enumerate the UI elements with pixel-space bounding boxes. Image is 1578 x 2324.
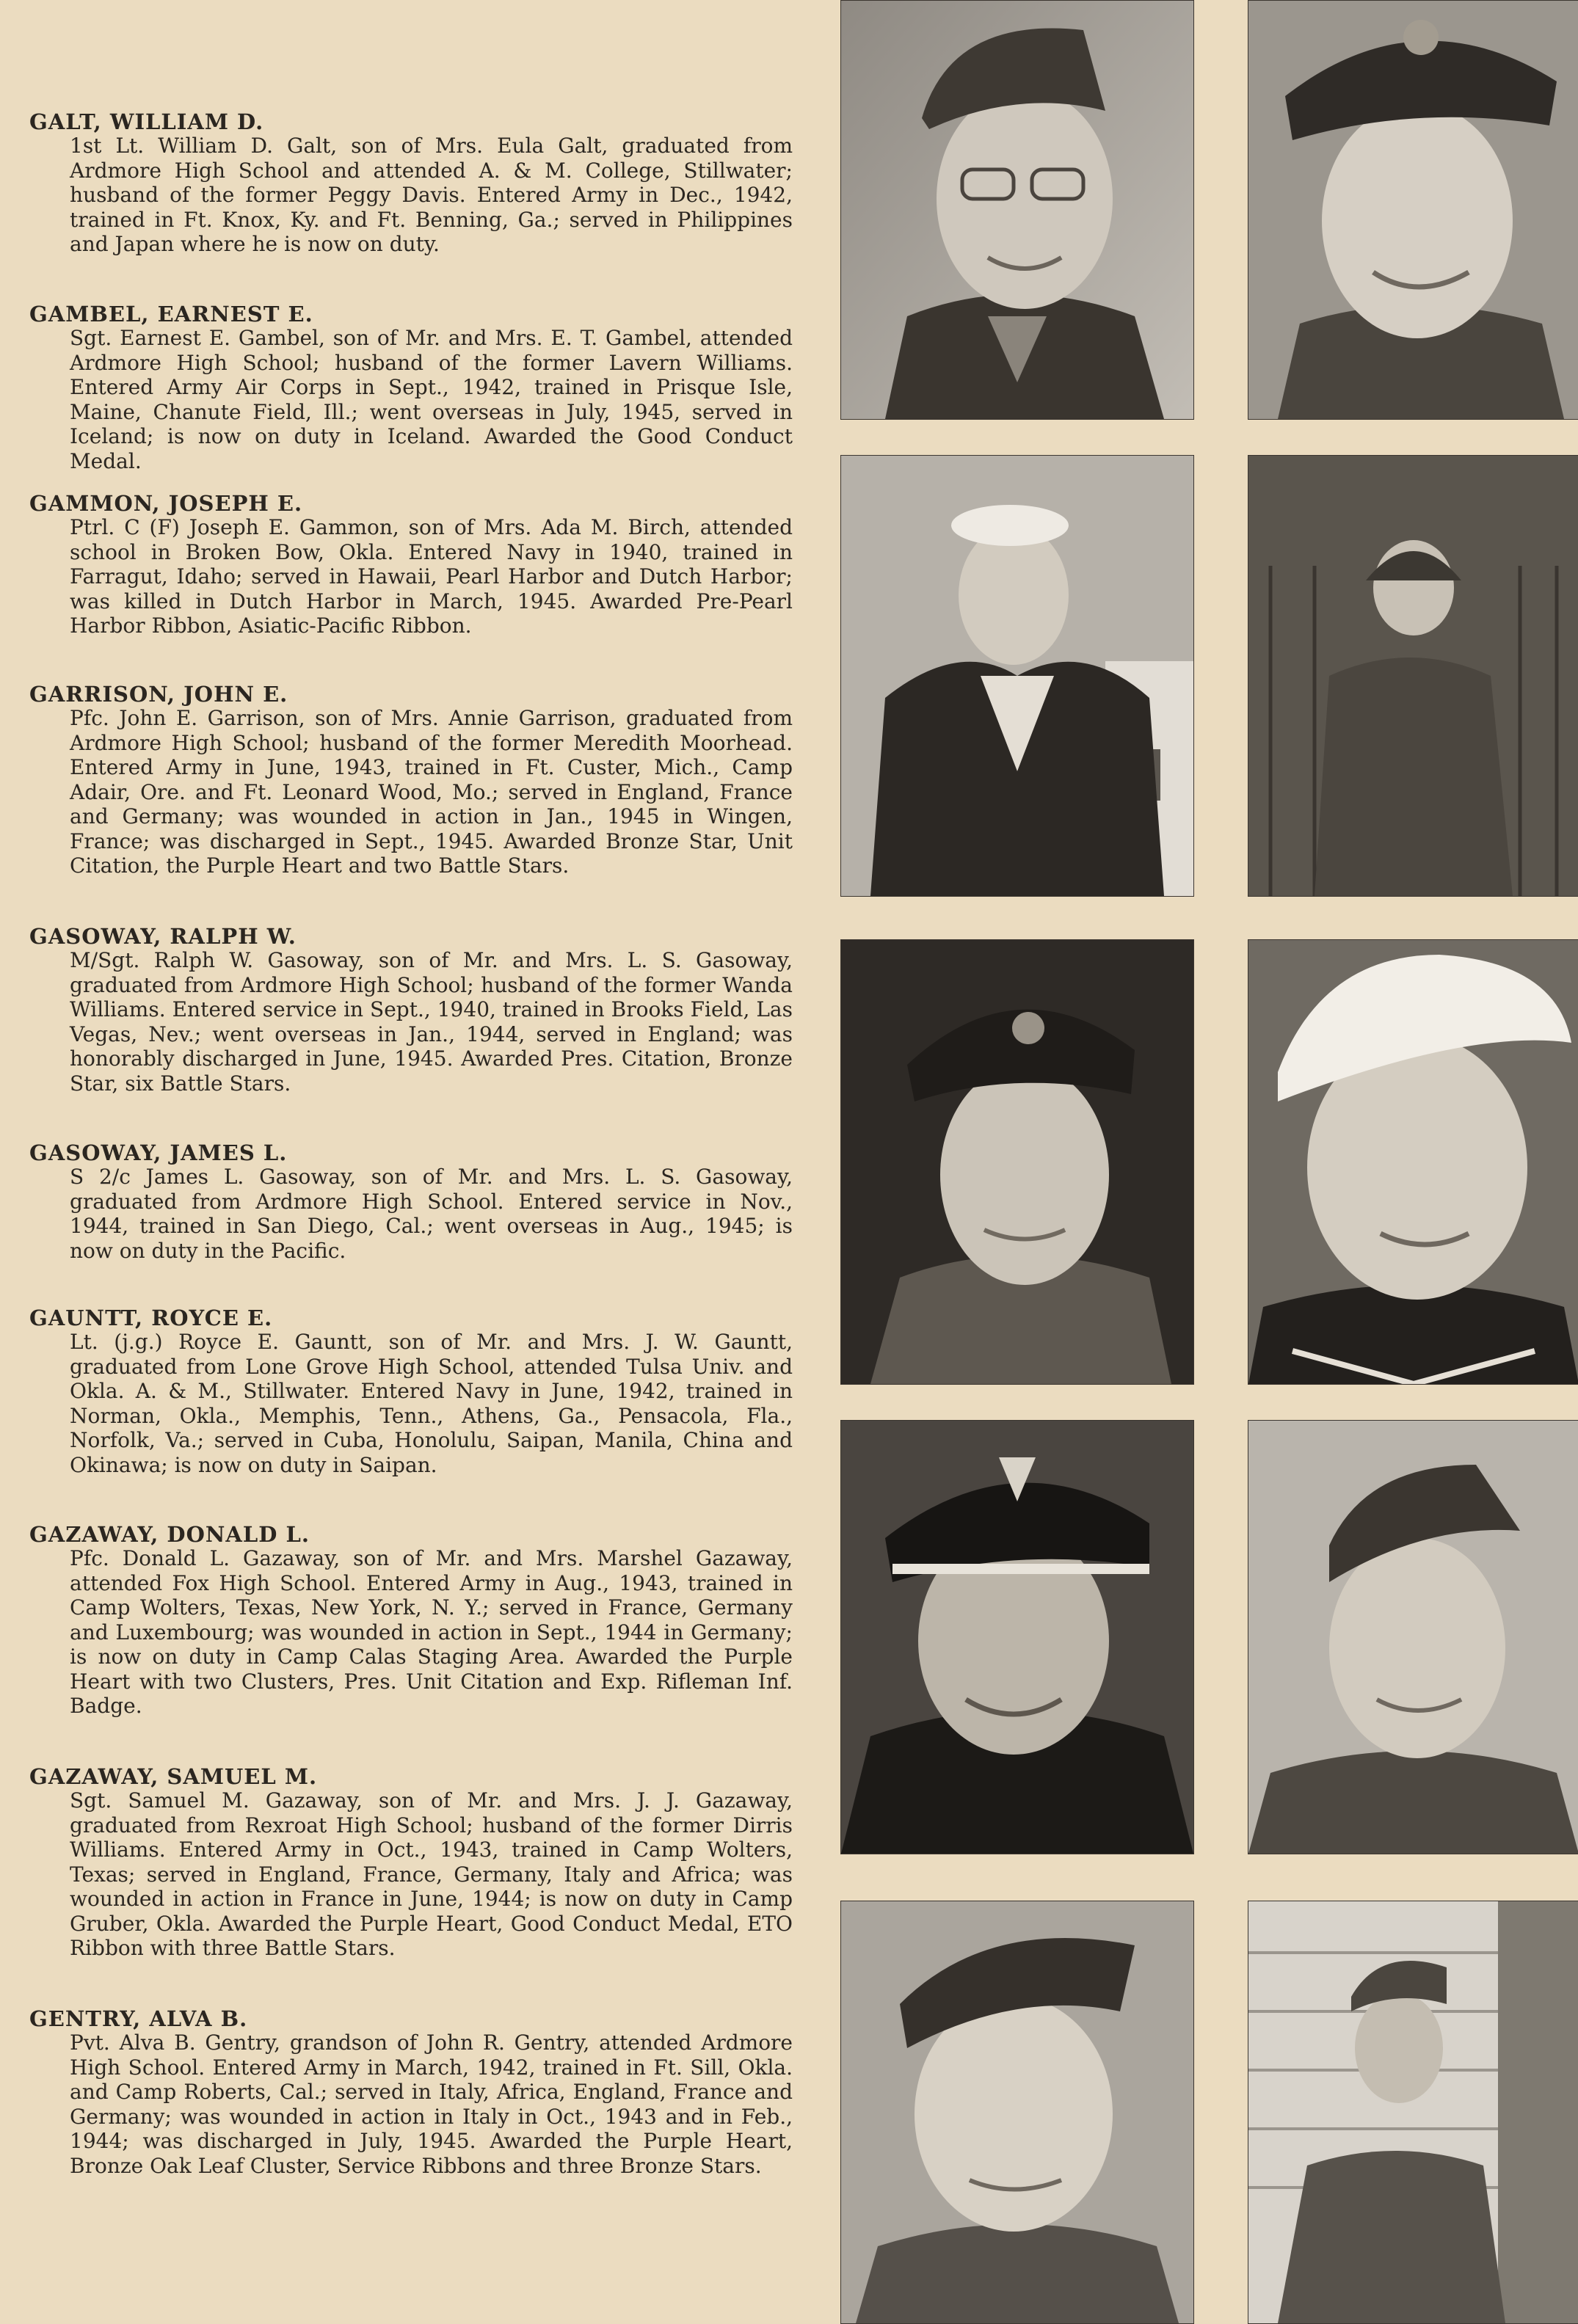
entry-name: GAMBEL, EARNEST E. <box>29 302 313 327</box>
portrait-galt <box>840 0 1194 420</box>
entry-name: GENTRY, ALVA B. <box>29 2006 248 2031</box>
entry-text: Sgt. Samuel M. Gazaway, son of Mr. and Mrs. J. J. Gazaway, graduated from Rexroat High School; husband of the former Dirris Williams. Entered Army in Oct., 1943, trained in Camp Wolters, Texas; served in England, France, Germany, Italy and Africa; was wounded in action in France in June, 1944; is now on duty in Camp Gruber, Okla. Awarded the Purple Heart, Good Conduct Medal, ETO Ribbon with three Battle Stars. <box>70 1788 793 1960</box>
entry-text: Pfc. John E. Garrison, son of Mrs. Annie Garrison, graduated from Ardmore High School; husband of the former Meredith Moorhead. Entered Army in June, 1943, trained in Ft. Custer, Mich., Camp Adair, Ore. and Ft. Leonard Wood, Mo.; served in England, France and Germany; was wounded in action in Jan., 1945 in Wingen, France; was discharged in Sept., 1945. Awarded Bronze Star, Unit Citation, the Purple Heart and two Battle Stars. <box>70 706 793 878</box>
entry-text: 1st Lt. William D. Galt, son of Mrs. Eula Galt, graduated from Ardmore High School and attended A. & M. College, Stillwater; husband of the former Peggy Davis. Entered Army in Dec., 1942, trained in Ft. Knox, Ky. and Ft. Benning, Ga.; served in Philippines and Japan where he is now on duty. <box>70 134 793 256</box>
portrait-gambel <box>1248 0 1578 420</box>
entry-gasoway-ralph <box>29 924 793 1096</box>
entry-name: GAUNTT, ROYCE E. <box>29 1305 273 1330</box>
entry-text: M/Sgt. Ralph W. Gasoway, son of Mr. and Mrs. L. S. Gasoway, graduated from Ardmore High School; husband of the former Wanda Williams. Entered service in Sept., 1940, trained in Brooks Field, Las Vegas, Nev.; went overseas in Jan., 1944, served in England; was honorably discharged in June, 1945. Awarded Pres. Citation, Bronze Star, six Battle Stars. <box>70 948 793 1096</box>
entry-name: GARRISON, JOHN E. <box>29 682 288 707</box>
portrait-garrison <box>1248 455 1578 897</box>
entry-name: GASOWAY, JAMES L. <box>29 1140 288 1165</box>
entry-text: Ptrl. C (F) Joseph E. Gammon, son of Mrs. Ada M. Birch, attended school in Broken Bow, Okla. Entered Navy in 1940, trained in Farragut, Idaho; served in Hawaii, Pearl Harbor and Dutch Harbor; was killed in Dutch Harbor in March, 1945. Awarded Pre-Pearl Harbor Ribbon, Asiatic-Pacific Ribbon. <box>70 515 793 638</box>
entry-gazaway-samuel <box>29 1764 793 1961</box>
portrait-gasoway-ralph <box>840 939 1194 1385</box>
entry-text: Pvt. Alva B. Gentry, grandson of John R. Gentry, attended Ardmore High School. Entered Army in March, 1942, trained in Ft. Sill, Okla. and Camp Roberts, Cal.; served in Italy, Africa, England, France and Germany; was wounded in action in Italy in Oct., 1943 and in Feb., 1944; was discharged in July, 1945. Awarded the Purple Heart, Bronze Oak Leaf Cluster, Service Ribbons and three Bronze Stars. <box>70 2030 793 2178</box>
entry-name: GALT, WILLIAM D. <box>29 109 264 134</box>
portrait-gentry <box>1248 1901 1578 2324</box>
entry-gammon-joseph <box>29 491 793 638</box>
entry-gambel-earnest <box>29 302 793 473</box>
entry-text: S 2/c James L. Gasoway, son of Mr. and Mrs. L. S. Gasoway, graduated from Ardmore High School. Entered service in Nov., 1944, trained in San Diego, Cal.; went overseas in Aug., 1945; is now on duty in the Pacific. <box>70 1165 793 1263</box>
entry-name: GAZAWAY, DONALD L. <box>29 1522 310 1547</box>
portrait-gazaway-samuel <box>840 1901 1194 2324</box>
entry-name: GAMMON, JOSEPH E. <box>29 491 303 516</box>
portrait-gazaway-donald <box>1248 1420 1578 1854</box>
entry-garrison-john <box>29 682 793 878</box>
entry-gasoway-james <box>29 1140 793 1263</box>
entry-name: GAZAWAY, SAMUEL M. <box>29 1764 318 1789</box>
portrait-gammon <box>840 455 1194 897</box>
entry-text: Pfc. Donald L. Gazaway, son of Mr. and Mrs. Marshel Gazaway, attended Fox High School. Entered Army in Aug., 1943, trained in Camp Wolters, Texas, New York, N. Y.; served in France, Germany and Luxembourg; was wounded in action in Sept., 1944 in Germany; is now on duty in Camp Calas Staging Area. Awarded the Purple Heart with two Clusters, Pres. Unit Citation and Exp. Rifleman Inf. Badge. <box>70 1546 793 1718</box>
portrait-gauntt <box>840 1420 1194 1854</box>
entry-gauntt-royce <box>29 1305 793 1477</box>
entry-gentry-alva <box>29 2006 793 2178</box>
portrait-gasoway-james <box>1248 939 1578 1385</box>
entry-text: Lt. (j.g.) Royce E. Gauntt, son of Mr. and Mrs. J. W. Gauntt, graduated from Lone Grove High School, attended Tulsa Univ. and Okla. A. & M., Stillwater. Entered Navy in June, 1942, trained in Norman, Okla., Memphis, Tenn., Athens, Ga., Pensacola, Fla., Norfolk, Va.; served in Cuba, Honolulu, Saipan, Manila, China and Okinawa; is now on duty in Saipan. <box>70 1330 793 1477</box>
entry-text: Sgt. Earnest E. Gambel, son of Mr. and Mrs. E. T. Gambel, attended Ardmore High School; husband of the former Lavern Williams. Entered Army Air Corps in Sept., 1942, trained in Prisque Isle, Maine, Chanute Field, Ill.; went overseas in July, 1945, served in Iceland; is now on duty in Iceland. Awarded the Good Conduct Medal. <box>70 326 793 473</box>
entry-gazaway-donald <box>29 1522 793 1719</box>
entry-name: GASOWAY, RALPH W. <box>29 924 297 949</box>
entry-galt-william <box>29 109 793 257</box>
